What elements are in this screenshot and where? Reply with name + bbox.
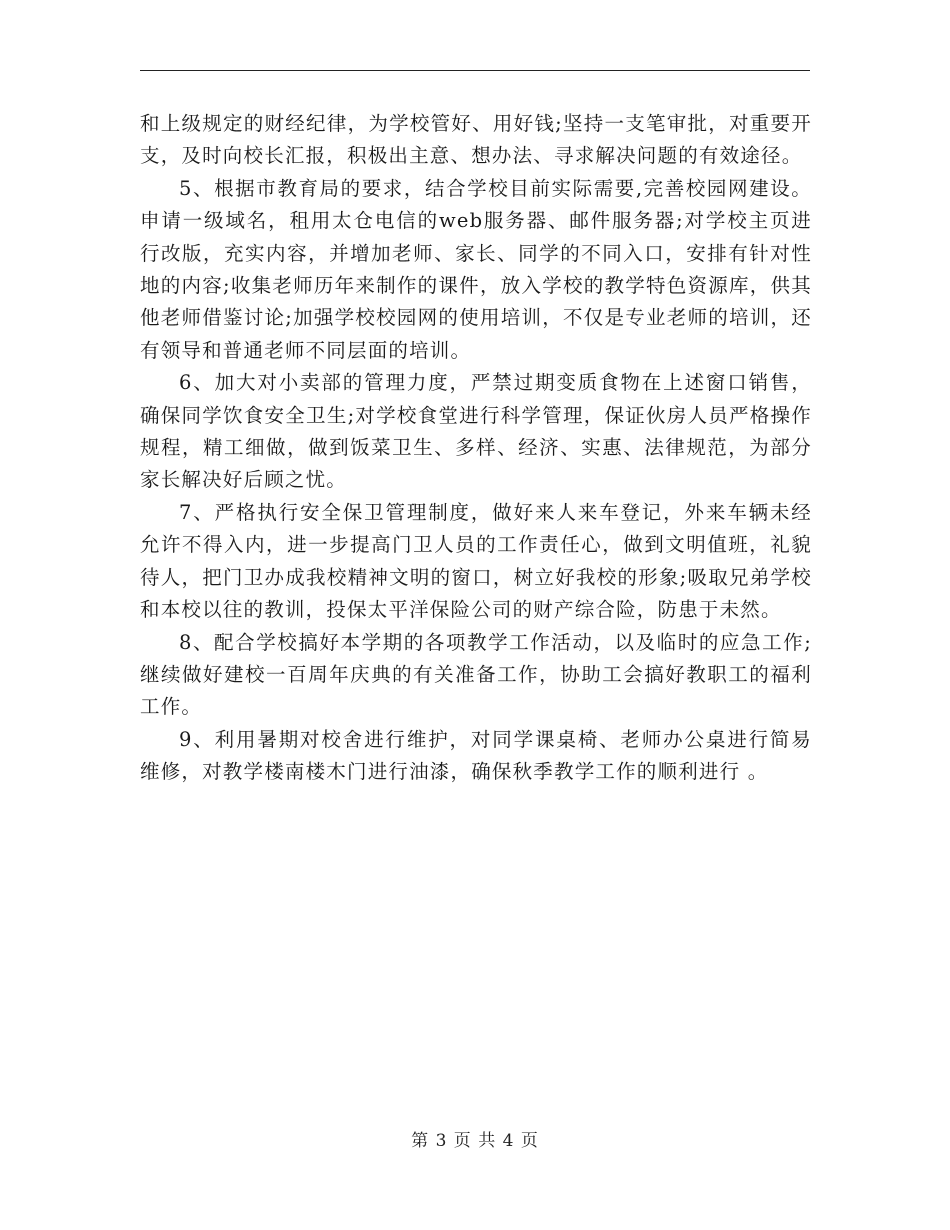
header-rule	[140, 70, 810, 71]
paragraph-continued: 和上级规定的财经纪律，为学校管好、用好钱;坚持一支笔审批，对重要开支，及时向校长汇报，积极出主意、想办法、寻求解决问题的有效途径。	[140, 112, 812, 168]
paragraph-item-9: 9、利用暑期对校舍进行维护，对同学课桌椅、老师办公桌进行简易维修，对教学楼南楼木门进行油漆，确保秋季教学工作的顺利进行 。	[140, 727, 812, 784]
paragraph-item-5: 5、根据市教育局的要求，结合学校目前实际需要,完善校园网建设。申请一级域名，租用太仓电信的web服务器、邮件服务器;对学校主页进行改版，充实内容，并增加老师、家长、同学的不同入口，安排有针对性地的内容;收集老师历年来制作的课件，放入学校的教学特色资源库，供其他老师借鉴讨论;加强学校校园网的使用培训，不仅是专业老师的培训，还有领导和普通老师不同层面的培训。	[140, 176, 812, 362]
document-body	[140, 108, 812, 789]
paragraph-item-6: 6、加大对小卖部的管理力度，严禁过期变质食物在上述窗口销售，确保同学饮食安全卫生;对学校食堂进行科学管理，保证伙房人员严格操作规程，精工细做，做到饭菜卫生、多样、经济、实惠、法律规范，为部分家长解决好后顾之忧。	[140, 371, 812, 492]
paragraph-item-7: 7、严格执行安全保卫管理制度，做好来人来车登记，外来车辆未经允许不得入内，进一步提高门卫人员的工作责任心，做到文明值班，礼貌待人，把门卫办成我校精神文明的窗口，树立好我校的形象;吸取兄弟学校和本校以往的教训，投保太平洋保险公司的财产综合险，防患于未然。	[140, 500, 812, 622]
page-number-footer: 第 3 页 共 4 页	[411, 1131, 539, 1151]
paragraph-item-8: 8、配合学校搞好本学期的各项教学工作活动，以及临时的应急工作;继续做好建校一百周年庆典的有关准备工作，协助工会搞好教职工的福利工作。	[140, 630, 812, 719]
